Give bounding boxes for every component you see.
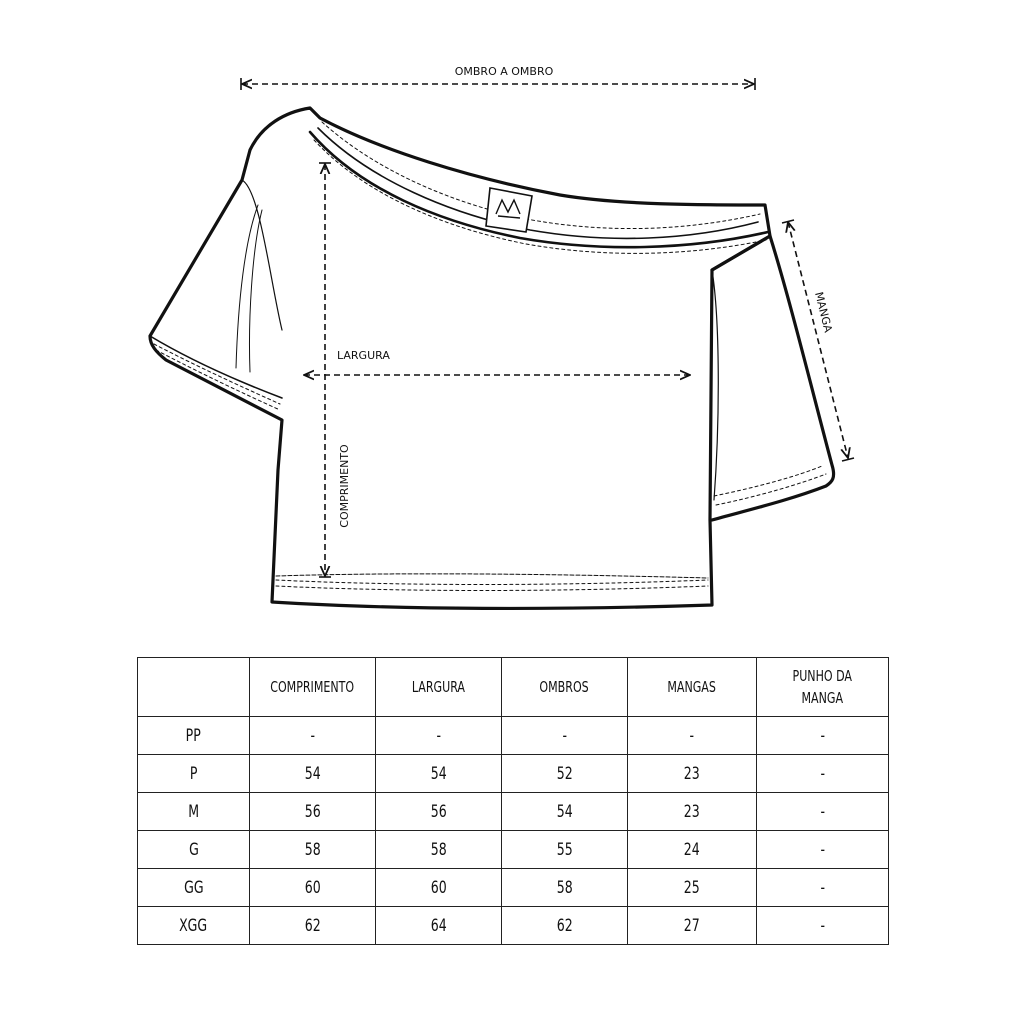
table-cell: 56 <box>250 793 376 831</box>
length-label: COMPRIMENTO <box>338 444 351 528</box>
header-cell-sleeves: MANGAS <box>628 658 757 717</box>
size-table-header-row <box>138 658 889 717</box>
table-cell: - <box>757 793 889 831</box>
table-row <box>138 831 889 869</box>
table-row <box>138 907 889 945</box>
size-cell: GG <box>138 869 250 907</box>
header-cell-length: COMPRIMENTO <box>250 658 376 717</box>
header-cell-shoulders: OMBROS <box>502 658 628 717</box>
table-row <box>138 793 889 831</box>
dimension-shoulder-to-shoulder <box>241 65 755 90</box>
dimension-sleeve <box>782 220 854 461</box>
size-table <box>137 657 889 945</box>
table-row <box>138 717 889 755</box>
dimension-length <box>319 163 351 577</box>
table-cell: 58 <box>376 831 502 869</box>
table-cell: 24 <box>628 831 757 869</box>
sleeve-label: MANGA <box>812 290 835 334</box>
table-cell: - <box>250 717 376 755</box>
table-row <box>138 755 889 793</box>
table-cell: 23 <box>628 793 757 831</box>
size-cell: XGG <box>138 907 250 945</box>
table-cell: - <box>376 717 502 755</box>
table-cell: 27 <box>628 907 757 945</box>
size-cell: PP <box>138 717 250 755</box>
table-cell: 64 <box>376 907 502 945</box>
table-cell: 62 <box>502 907 628 945</box>
header-cell-size <box>138 658 250 717</box>
table-cell: 23 <box>628 755 757 793</box>
size-cell: P <box>138 755 250 793</box>
tshirt-outline <box>150 108 834 608</box>
table-cell: 58 <box>502 869 628 907</box>
table-cell: 56 <box>376 793 502 831</box>
header-cell-cuff: PUNHO DA MANGA <box>757 658 889 717</box>
table-cell: - <box>628 717 757 755</box>
table-cell: 54 <box>376 755 502 793</box>
table-cell: 60 <box>376 869 502 907</box>
header-cell-width: LARGURA <box>376 658 502 717</box>
table-cell: 58 <box>250 831 376 869</box>
table-cell: 54 <box>250 755 376 793</box>
table-cell: 60 <box>250 869 376 907</box>
table-cell: 62 <box>250 907 376 945</box>
table-cell: 55 <box>502 831 628 869</box>
table-cell: - <box>757 907 889 945</box>
dimension-width <box>304 349 690 375</box>
size-cell: G <box>138 831 250 869</box>
table-cell: 54 <box>502 793 628 831</box>
table-cell: 25 <box>628 869 757 907</box>
brand-label-patch <box>486 188 532 232</box>
shoulder-label: OMBRO A OMBRO <box>454 65 554 78</box>
table-cell: 52 <box>502 755 628 793</box>
width-label: LARGURA <box>337 349 390 362</box>
table-cell: - <box>502 717 628 755</box>
table-cell: - <box>757 869 889 907</box>
table-cell: - <box>757 831 889 869</box>
tshirt-body <box>150 108 770 608</box>
table-row <box>138 869 889 907</box>
table-cell: - <box>757 717 889 755</box>
size-cell: M <box>138 793 250 831</box>
table-cell: - <box>757 755 889 793</box>
